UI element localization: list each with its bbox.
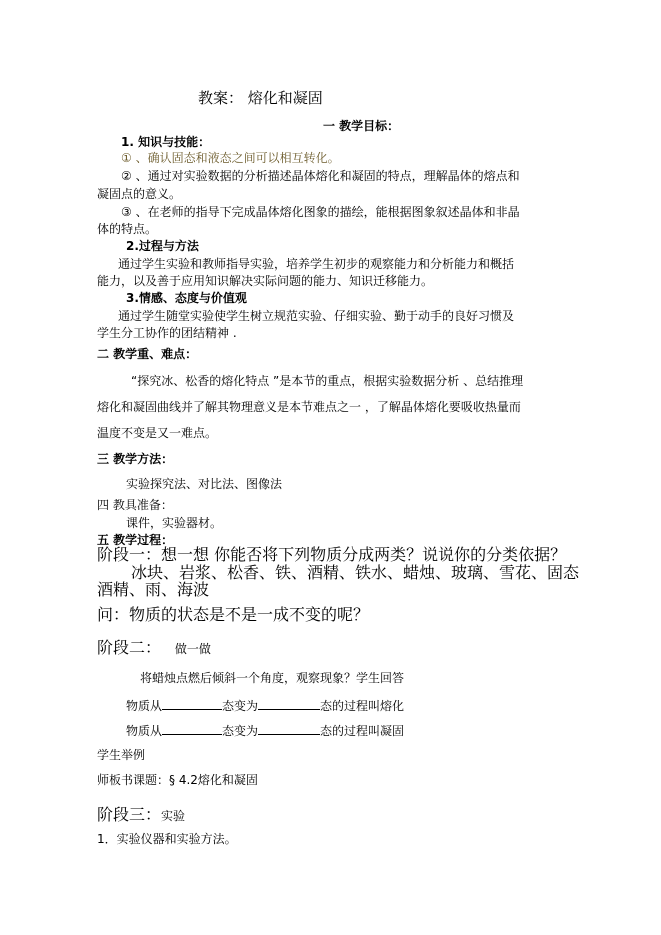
emotion-heading: 3.情感、态度与价值观 bbox=[126, 291, 247, 305]
stage1-question: 问：物质的状态是不是一成不变的呢？ bbox=[97, 605, 370, 624]
methods-heading: 三 教学方法： bbox=[97, 452, 174, 466]
knowledge-item-3-line-1: ③ 、在老师的指导下完成晶体熔化图象的描绘，能根据图象叙述晶体和非晶 bbox=[121, 205, 520, 219]
solidifying-definition bbox=[126, 722, 404, 739]
solidifying-blank-1[interactable] bbox=[162, 722, 222, 735]
stage2-title: 阶段二： bbox=[97, 638, 162, 657]
stage2-subtitle: 做一做 bbox=[174, 642, 211, 656]
procedure-heading: 五 教学过程： bbox=[97, 533, 174, 547]
key-points-line-3: 温度不变是又一难点。 bbox=[97, 426, 218, 440]
process-heading: 2.过程与方法 bbox=[126, 239, 199, 253]
melting-text-c: 态的过程叫熔化 bbox=[320, 699, 405, 713]
methods-text: 实验探究法、对比法、图像法 bbox=[126, 477, 283, 491]
stage1-line-1: 阶段一：想一想 你能否将下列物质分成两类？说说你的分类依据？ bbox=[97, 545, 567, 564]
objectives-heading: 一 教学目标： bbox=[323, 119, 400, 133]
emotion-line-1: 通过学生随堂实验使学生树立规范实验、仔细实验、勤于动手的良好习惯及 bbox=[118, 309, 515, 323]
tools-text: 课件，实验器材。 bbox=[126, 516, 223, 530]
stage2-instruction: 将蜡烛点燃后倾斜一个角度，观察现象？学生回答 bbox=[140, 671, 405, 685]
process-line-1: 通过学生实验和教师指导实验，培养学生初步的观察能力和分析能力和概括 bbox=[118, 257, 515, 271]
page-title: 教案： 熔化和凝固 bbox=[198, 89, 323, 107]
solidifying-text-a: 物质从 bbox=[126, 724, 163, 738]
key-points-line-2: 熔化和凝固曲线并了解其物理意义是本节难点之一 ，了解晶体熔化要吸收热量而 bbox=[97, 400, 521, 414]
stage2-heading bbox=[97, 638, 211, 658]
stage3-subtitle: 实验 bbox=[161, 809, 186, 823]
solidifying-blank-2[interactable] bbox=[258, 722, 320, 735]
melting-blank-1[interactable] bbox=[162, 697, 222, 710]
melting-text-a: 物质从 bbox=[126, 699, 163, 713]
stage1-line-2: 冰块、岩浆、松香、铁、酒精、铁水、蜡烛、玻璃、雪花、固态 bbox=[131, 563, 580, 582]
key-points-heading: 二 教学重、难点： bbox=[97, 347, 198, 361]
melting-definition bbox=[126, 697, 404, 714]
stage3-item-1: 1．实验仪器和实验方法。 bbox=[97, 832, 237, 846]
melting-blank-2[interactable] bbox=[258, 697, 320, 710]
solidifying-text-b: 态变为 bbox=[222, 724, 259, 738]
knowledge-heading: 1. 知识与技能： bbox=[121, 135, 211, 149]
melting-text-b: 态变为 bbox=[222, 699, 259, 713]
solidifying-text-c: 态的过程叫凝固 bbox=[320, 724, 405, 738]
student-examples: 学生举例 bbox=[97, 748, 146, 762]
key-points-line-1: “探究冰、松香的熔化特点 ”是本节的重点，根据实验数据分析 、总结推理 bbox=[131, 374, 524, 388]
process-line-2: 能力，以及善于应用知识解决实际问题的能力、知识迁移能力。 bbox=[97, 274, 434, 288]
knowledge-item-3-line-2: 体的特点。 bbox=[97, 222, 158, 236]
knowledge-item-2-line-1: ② 、通过对实验数据的分析描述晶体熔化和凝固的特点，理解晶体的熔点和 bbox=[121, 169, 520, 183]
board-title: 师板书课题：§ 4.2熔化和凝固 bbox=[97, 773, 258, 787]
tools-heading: 四 教具准备： bbox=[97, 498, 173, 512]
emotion-line-2: 学生分工协作的团结精神 . bbox=[97, 326, 237, 340]
knowledge-item-1: ① 、确认固态和液态之间可以相互转化。 bbox=[121, 151, 340, 165]
stage1-line-3: 酒精、雨、海波 bbox=[97, 580, 210, 599]
stage3-heading bbox=[97, 805, 185, 825]
knowledge-item-2-line-2: 凝固点的意义。 bbox=[97, 187, 182, 201]
stage3-title: 阶段三： bbox=[97, 805, 162, 824]
